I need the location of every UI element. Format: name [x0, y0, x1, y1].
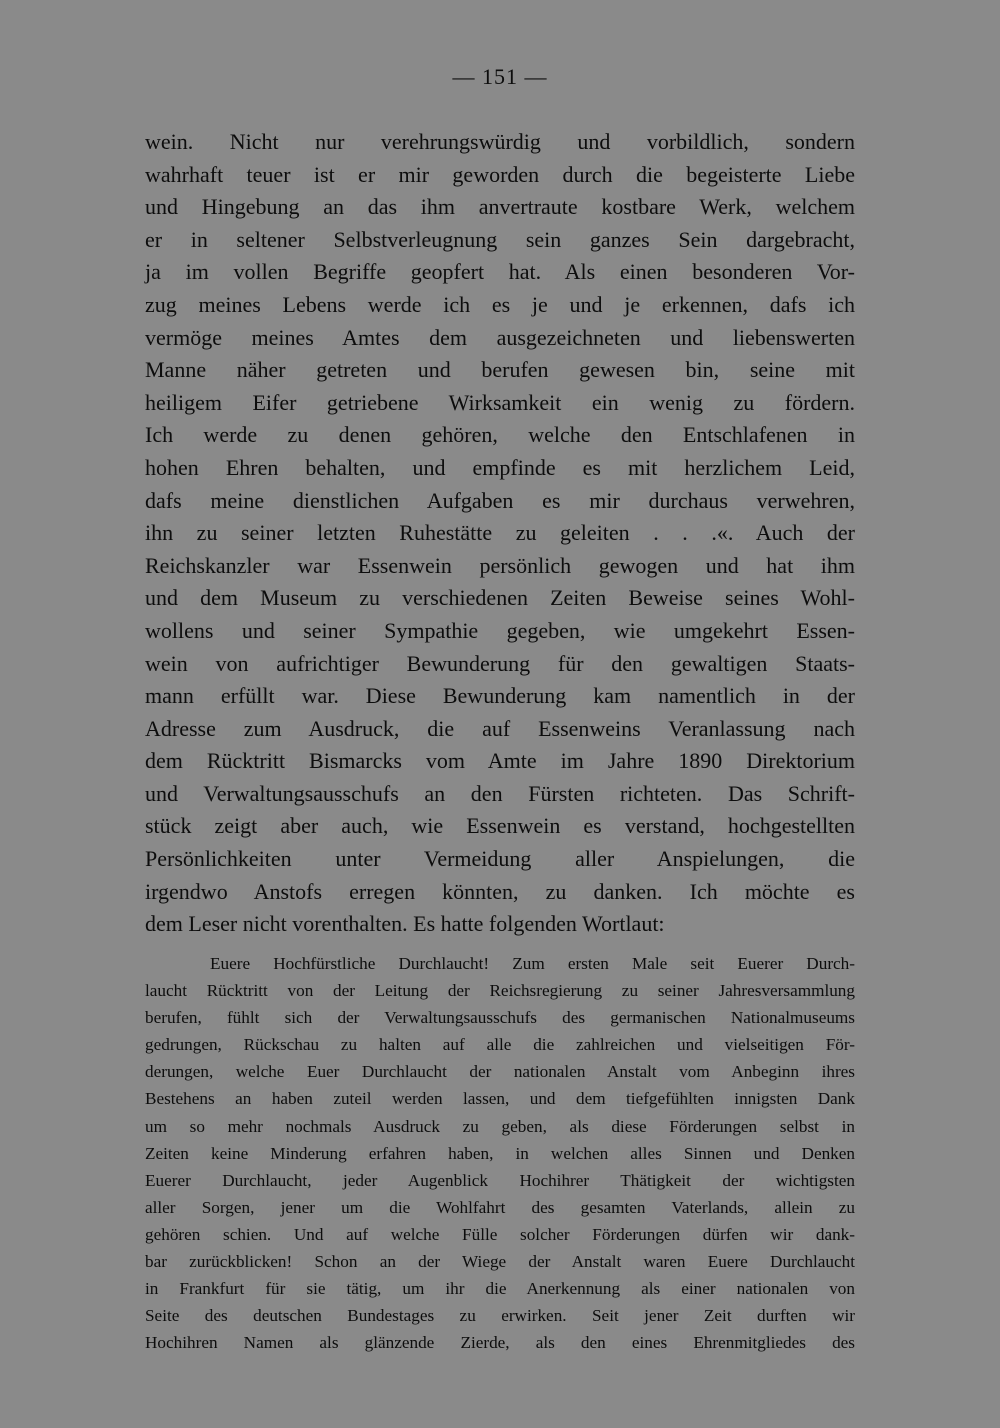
text-line: Ich werde zu denen gehören, welche den Entschlafenen in — [145, 422, 855, 448]
text-line: Reichskanzler war Essenwein persönlich gewogen und hat ihm — [145, 552, 855, 578]
page-number: — 151 — — [452, 64, 548, 89]
text-line: irgendwo Anstofs erregen könnten, zu danken. Ich möchte es — [145, 878, 855, 904]
quote-line: Hochihren Namen als glänzende Zierde, als den eines Ehrenmitgliedes des — [145, 1333, 855, 1353]
main-text — [145, 126, 855, 941]
quote-line: Euere Hochfürstliche Durchlaucht! Zum ersten Male seit Euerer Durch- — [210, 954, 855, 973]
text-line: zug meines Lebens werde ich es je und je erkennen, dafs ich — [145, 291, 855, 317]
quote-line: Zeiten keine Minderung erfahren haben, in welchen alles Sinnen und Denken — [145, 1143, 855, 1163]
text-line: Adresse zum Ausdruck, die auf Essenweins Veranlassung nach — [145, 715, 855, 741]
text-line: dafs meine dienstlichen Aufgaben es mir durchaus verwehren, — [145, 487, 855, 513]
text-line: wollens und seiner Sympathie gegeben, wie umgekehrt Essen- — [145, 617, 855, 643]
quote-line: Seite des deutschen Bundestages zu erwirken. Seit jener Zeit durften wir — [145, 1306, 855, 1326]
text-line: vermöge meines Amtes dem ausgezeichneten und liebenswerten — [145, 324, 855, 350]
quoted-address — [145, 950, 855, 1356]
text-line: stück zeigt aber auch, wie Essenwein es verstand, hochgestellten — [145, 813, 855, 839]
quote-line: derungen, welche Euer Durchlaucht der nationalen Anstalt vom Anbeginn ihres — [145, 1062, 855, 1082]
text-line: wein. Nicht nur verehrungswürdig und vorbildlich, sondern — [145, 129, 855, 154]
quote-line: in Frankfurt für sie tätig, um ihr die Anerkennung als einer nationalen von — [145, 1279, 855, 1299]
quote-line: bar zurückblicken! Schon an der Wiege der Anstalt waren Euere Durchlaucht — [145, 1252, 855, 1272]
quote-line: aller Sorgen, jener um die Wohlfahrt des gesamten Vaterlands, allein zu — [145, 1197, 855, 1217]
text-line: dem Leser nicht vorenthalten. Es hatte folgenden Wortlaut: — [145, 911, 665, 937]
text-line: wahrhaft teuer ist er mir geworden durch die begeisterte Liebe — [145, 161, 855, 187]
quote-line: Euerer Durchlaucht, jeder Augenblick Hochihrer Thätigkeit der wichtigsten — [145, 1170, 855, 1190]
quote-line: gedrungen, Rückschau zu halten auf alle die zahlreichen und vielseitigen För- — [145, 1035, 855, 1055]
text-line: und dem Museum zu verschiedenen Zeiten Beweise seines Wohl- — [145, 585, 855, 611]
text-line: und Verwaltungsausschufs an den Fürsten richteten. Das Schrift- — [145, 780, 855, 806]
text-line: Persönlichkeiten unter Vermeidung aller Anspielungen, die — [145, 846, 855, 872]
text-line: wein von aufrichtiger Bewunderung für den gewaltigen Staats- — [145, 650, 855, 676]
text-line: heiligem Eifer getriebene Wirksamkeit ein wenig zu fördern. — [145, 389, 855, 415]
text-line: ihn zu seiner letzten Ruhestätte zu geleiten . . .«. Auch der — [145, 520, 855, 546]
quote-line: berufen, fühlt sich der Verwaltungsausschufs des germanischen Nationalmuseums — [145, 1008, 855, 1028]
text-line: mann erfüllt war. Diese Bewunderung kam namentlich in der — [145, 683, 855, 709]
text-line: er in seltener Selbstverleugnung sein ganzes Sein dargebracht, — [145, 226, 855, 252]
quote-line: Bestehens an haben zuteil werden lassen, und dem tiefgefühlten innigsten Dank — [145, 1089, 855, 1109]
text-line: und Hingebung an das ihm anvertraute kostbare Werk, welchem — [145, 194, 855, 220]
quote-line: laucht Rücktritt von der Leitung der Reichsregierung zu seiner Jahresversammlung — [145, 981, 855, 1001]
text-line: ja im vollen Begriffe geopfert hat. Als einen besonderen Vor- — [145, 259, 855, 285]
quote-line: um so mehr nochmals Ausdruck zu geben, als diese Förderungen selbst in — [145, 1116, 855, 1136]
text-line: dem Rücktritt Bismarcks vom Amte im Jahre 1890 Direktorium — [145, 748, 855, 774]
text-line: Manne näher getreten und berufen gewesen bin, seine mit — [145, 357, 855, 383]
quote-line: gehören schien. Und auf welche Fülle solcher Förderungen dürfen wir dank- — [145, 1224, 855, 1244]
text-line: hohen Ehren behalten, und empfinde es mit herzlichem Leid, — [145, 454, 855, 480]
